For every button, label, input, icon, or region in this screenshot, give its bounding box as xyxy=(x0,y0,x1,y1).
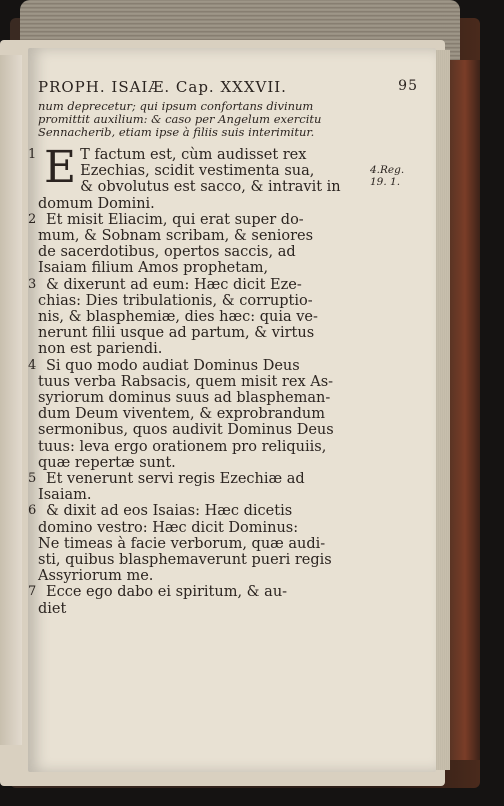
page-title: PROPH. ISAIÆ. Cap. XXXVII. xyxy=(38,78,287,96)
verse xyxy=(28,471,418,504)
drop-cap: E xyxy=(44,142,77,193)
verse-number: 1 xyxy=(28,147,37,162)
verse xyxy=(28,211,418,277)
verse-line: Si quo modo audiat Dominus Deus xyxy=(46,357,300,374)
binding-edge xyxy=(450,60,480,760)
verse-line: Ne timeas à facie verborum, quæ audi- xyxy=(38,535,326,552)
verse-line: dum Deum viventem, & exprobrandum xyxy=(38,406,325,423)
verse-line: domino vestro: Hæc dicit Dominus: xyxy=(38,519,299,536)
verse-line: de sacerdotibus, opertos saccis, ad xyxy=(38,244,296,261)
page-number: 95 xyxy=(398,78,418,94)
verse-line: Ecce ego dabo ei spiritum, & au- xyxy=(46,584,288,601)
verse-number: 7 xyxy=(28,584,37,600)
verse-list xyxy=(28,142,418,617)
verse-line: tuus: leva ergo orationem pro reliquiis, xyxy=(38,438,327,455)
verse xyxy=(28,142,418,212)
page-edges-right xyxy=(436,50,450,770)
verse-line: Et misit Eliacim, qui erat super do- xyxy=(46,211,304,228)
verse-line: sermonibus, quos audivit Dominus Deus xyxy=(38,422,334,439)
verse-line: quæ repertæ sunt. xyxy=(38,454,176,471)
chapter-summary: num deprecetur; qui ipsum confortans divinum promittit auxilium: & caso per Angelum exercitu Sennacherib, etiam ipse à filiis suis interimitur. xyxy=(38,99,322,139)
verse-line: non est pariendi. xyxy=(38,341,163,358)
verse-line: nerunt filii usque ad partum, & virtus xyxy=(38,325,315,342)
verse-line: & obvolutus est sacco, & intravit in xyxy=(80,179,341,196)
verse-line: chias: Dies tribulationis, & corruptio- xyxy=(38,292,313,309)
margin-reference xyxy=(370,164,410,188)
verse xyxy=(28,276,418,358)
verse xyxy=(28,503,418,585)
verse-line: Et venerunt servi regis Ezechiæ ad xyxy=(46,471,305,488)
verse-line: sti, quibus blasphemaverunt pueri regis xyxy=(38,552,332,569)
verse-line: tuus verba Rabsacis, quem misit rex As- xyxy=(38,373,334,390)
verse-number: 6 xyxy=(28,503,37,519)
verse-line: syriorum dominus suus ad blaspheman- xyxy=(38,390,331,407)
verse-line: Isaiam filium Amos prophetam, xyxy=(38,260,269,277)
verse-line: Isaiam. xyxy=(38,487,92,504)
verse-line: diet xyxy=(38,600,67,617)
verse-line: nis, & blasphemiæ, dies hæc: quia ve- xyxy=(38,309,318,326)
verse-line: mum, & Sobnam scribam, & seniores xyxy=(38,228,314,245)
verse-line: Ezechias, scidit vestimenta sua, xyxy=(80,163,315,180)
verse-number: 4 xyxy=(28,357,37,373)
verse-line: domum Domini. xyxy=(38,195,155,212)
verse-number: 3 xyxy=(28,276,37,292)
page-text xyxy=(28,78,418,617)
verse-line: & dixerunt ad eum: Hæc dicit Eze- xyxy=(46,276,302,293)
margin-ref-line: 4.Reg. xyxy=(370,164,405,176)
verse-line: & dixit ad eos Isaias: Hæc dicetis xyxy=(46,503,293,520)
running-header xyxy=(38,78,418,98)
left-page-edge xyxy=(0,55,22,745)
verse xyxy=(28,357,418,471)
verse-number: 2 xyxy=(28,211,37,227)
verse-line: T factum est, cùm audisset rex xyxy=(80,147,307,163)
verse xyxy=(28,584,418,617)
verse-number: 5 xyxy=(28,471,37,487)
margin-ref-line: 19. 1. xyxy=(370,176,401,188)
verse-line: Assyriorum me. xyxy=(38,568,154,585)
